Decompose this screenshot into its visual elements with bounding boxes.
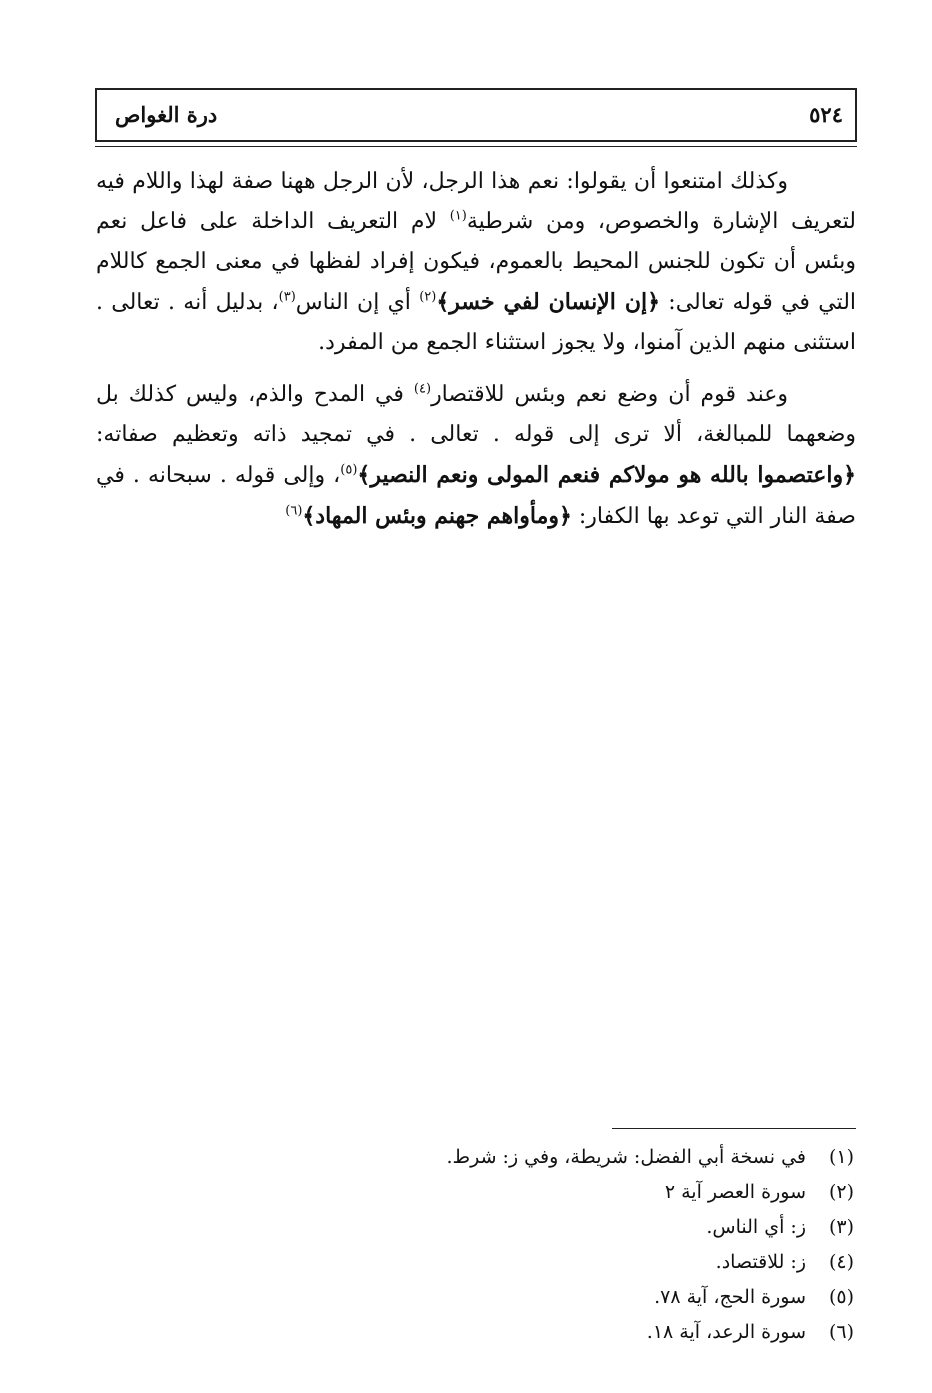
text-run: ، بدليل أنه . تعالى . استثنى منهم الذين آمنوا، ولا يجوز استثناء الجمع من المفرد.: [96, 290, 856, 355]
paragraph-2: [96, 375, 856, 537]
footnote-text: في نسخة أبي الفضل: شريطة، وفي ز: شرط.: [446, 1146, 806, 1168]
page-number: ٥٢٤: [809, 102, 843, 127]
paragraph-1: [96, 162, 856, 363]
footnote-ref-4: (٤): [413, 381, 432, 397]
footnote-number: (٦): [828, 1321, 854, 1343]
footnote-text: ز: أي الناس.: [706, 1216, 806, 1238]
quran-verse-2: ﴿واعتصموا بالله هو مولاكم فنعم المولى ونعم النصير﴾: [357, 462, 857, 488]
footnote-ref-5: (٥): [340, 462, 358, 478]
footnote-number: (٢): [828, 1181, 854, 1203]
footnote-ref-2: (٢): [419, 289, 437, 305]
footnote-3: [334, 1210, 854, 1245]
footnote-number: (٣): [828, 1216, 854, 1238]
footnote-ref-3: (٣): [278, 289, 296, 305]
text-run: في المدح والذم، وليس كذلك بل وضعهما للمبالغة، ألا ترى إلى قوله . تعالى . في تمجيد ذاته وتعظيم صفاته:: [96, 382, 856, 447]
footnote-5: [334, 1280, 854, 1315]
footnote-4: [334, 1245, 854, 1280]
footnote-1: [334, 1140, 854, 1175]
footnote-number: (٤): [828, 1251, 854, 1273]
footnote-ref-1: (١): [449, 208, 467, 224]
running-title: درة الغواص: [115, 102, 218, 127]
footnote-text: ز: للاقتصاد.: [715, 1251, 806, 1273]
footnote-number: (٥): [828, 1286, 854, 1308]
footnote-text: سورة الرعد، آية ١٨.: [646, 1321, 806, 1343]
body-text: [96, 162, 856, 537]
text-run: لام التعريف الداخلة على فاعل نعم وبئس أن تكون للجنس المحيط بالعموم، فيكون إفراد لفظها في معنى الجمع كاللام التي في قوله تعالى:: [96, 209, 857, 315]
page-header: [95, 88, 857, 142]
footnote-text: سورة العصر آية ٢: [664, 1181, 806, 1203]
quran-verse-3: ﴿ومأواهم جهنم وبئس المهاد﴾: [302, 503, 572, 529]
footnote-6: [334, 1315, 854, 1350]
quran-verse-1: ﴿إن الإنسان لفي خسر﴾: [436, 289, 661, 315]
footnotes: [334, 1140, 854, 1350]
footnote-text: سورة الحج، آية ٧٨.: [654, 1286, 806, 1308]
text-run: وكذلك امتنعوا أن يقولوا: نعم هذا الرجل، لأن الرجل ههنا صفة لهذا واللام فيه لتعريف الإشارة والخصوص، ومن شرطية: [96, 169, 856, 234]
footnote-separator: [612, 1128, 856, 1129]
footnote-ref-6: (٦): [285, 503, 303, 519]
footnote-2: [334, 1175, 854, 1210]
text-run: أي إن الناس: [295, 290, 420, 315]
footnote-number: (١): [828, 1146, 854, 1168]
text-run: ، وإلى قوله . سبحانه . في صفة النار التي توعد بها الكفار:: [96, 463, 856, 529]
header-rule: [95, 146, 857, 147]
text-run: وعند قوم أن وضع نعم وبئس للاقتصار: [431, 382, 788, 407]
